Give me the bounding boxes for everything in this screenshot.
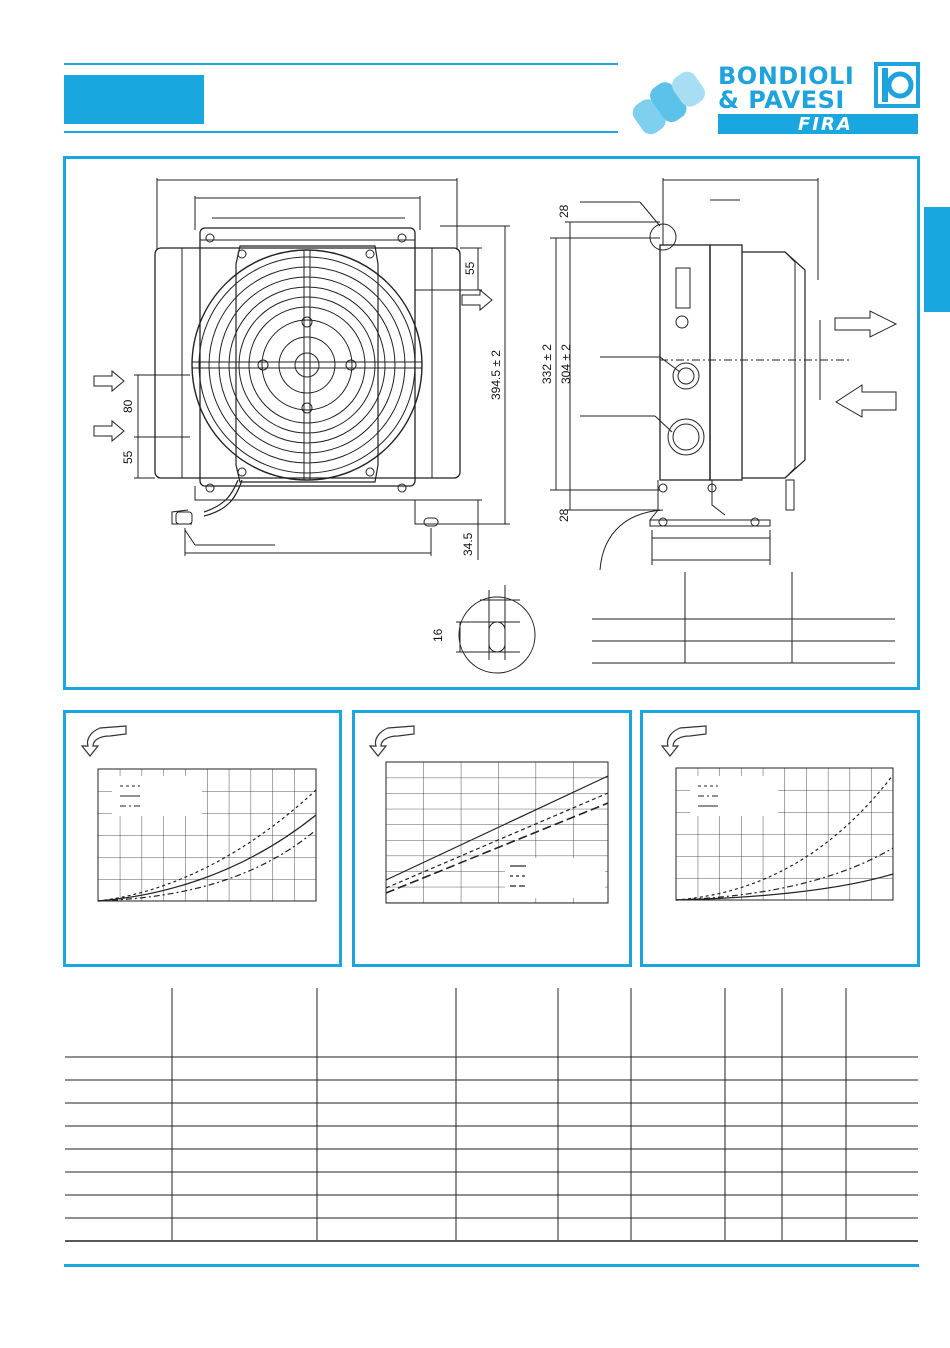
dim-28-bottom: 28 <box>557 508 571 522</box>
bp-monogram-icon <box>874 62 920 108</box>
return-arrow-icon <box>82 726 126 756</box>
performance-graphs <box>63 710 920 967</box>
specification-table <box>63 985 920 1245</box>
brand-name-line1: BONDIOLI <box>718 62 855 90</box>
dim-55-top: 55 <box>463 261 477 275</box>
return-arrow-icon <box>370 726 414 756</box>
dim-80: 80 <box>121 399 135 413</box>
footer-rule <box>64 1264 919 1267</box>
dim-28-top: 28 <box>557 204 571 218</box>
section-side-tab <box>924 207 950 312</box>
dim-34-5: 34.5 <box>461 532 475 556</box>
dim-55-bottom: 55 <box>121 450 135 464</box>
technical-drawing <box>63 156 920 690</box>
brand-logo <box>626 58 920 140</box>
logo-rollers-icon <box>626 58 716 140</box>
return-arrow-icon <box>662 726 706 756</box>
header-rule-top <box>64 63 618 65</box>
dim-394-5: 394.5 ± 2 <box>489 350 503 400</box>
dim-304: 304 ± 2 <box>559 344 573 384</box>
title-block <box>64 75 204 124</box>
brand-name-line2: & PAVESI <box>718 86 845 114</box>
dim-332: 332 ± 2 <box>540 344 554 384</box>
brand-sub-label: FIRA <box>798 114 853 135</box>
header-rule-bottom <box>64 131 618 133</box>
dim-16: 16 <box>431 628 445 642</box>
